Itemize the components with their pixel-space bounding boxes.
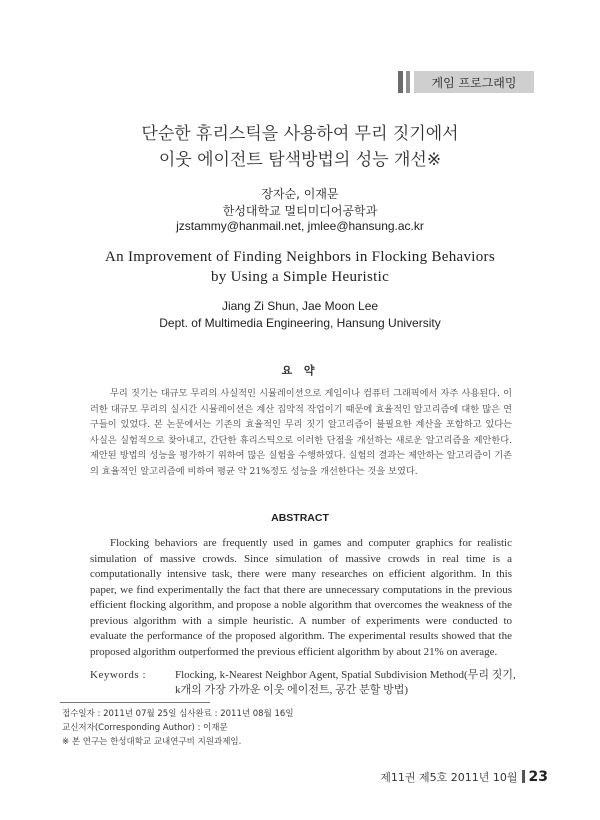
english-title-line1: An Improvement of Finding Neighbors in Flocking Behaviors [105,249,495,265]
section-tag-label: 게임 프로그래밍 [431,76,517,90]
english-authors: Jiang Zi Shun, Jae Moon Lee [221,299,379,313]
korean-title-line2: 이웃 에이전트 탐색방법의 성능 개선※ [158,150,442,170]
footnote-dates: 접수일자 : 2011년 07월 25일 심사완료 : 2011년 08월 16일 [62,709,294,719]
keywords-label: Keywords : [90,669,147,681]
korean-abstract-body: 무리 짓기는 대규모 무리의 사실적인 시뮬레이션으로 게임이나 컴퓨터 그래픽에서 자주 사용된다. 이러한 대규모 무리의 실시간 시뮬레이션은 계산 집약적 작업이기 때문에 효율적인 알고리즘에 대한 많은 연구들이 있었다. 본 논문에서는 기존의 효율적인 무리 짓기 알고리즘이 불필요한 계산을 포함하고 있다는 사실은 실험적으로 찾아내고, 간단한 휴리스틱으로 이러한 단점을 개선하는 새로운 알고리즘을 제안한다. 제안된 방법의 성능을 평가하기 위하여 많은 실험을 수행하였다. 실험의 결과는 제안하는 알고리즘이 기존의 효율적인 알고리즘에 비하여 평균 약 21%정도 성능을 개선한다는 것을 보였다. [90,388,512,477]
page-footer [380,769,548,785]
korean-title-line1: 단순한 휴리스틱을 사용하여 무리 짓기에서 [141,124,459,144]
section-tag [398,71,534,93]
keywords-line2: k개의 가장 가까운 이웃 에이전트, 공간 분할 방법) [175,684,409,696]
english-abstract-body: Flocking behaviors are frequently used in games and computer graphics for realistic simulation of massive crowds. Since simulation of massive crowds in real time is a computationally intensive task, there were many researches on efficient algorithm. In this paper, we find experimentally the fact that there are unnecessary computations in the previous efficient flocking algorithm, and propose a noble algorithm that overcomes the weakness of the previous algorithm with a simple heuristic. A number of experiments were conducted to evaluate the performance of the proposed algorithm. The experimental results showed that the proposed algorithm outperformed the previous efficient algorithm by about 21% on average. [90,537,512,658]
korean-authors: 장자순, 이재문 [261,187,339,201]
footnote-funding: ※ 본 연구는 한성대학교 교내연구비 지원과제임. [62,737,242,747]
keywords-line1: Flocking, k-Nearest Neighbor Agent, Spatial Subdivision Method(무리 짓기, [175,669,516,681]
page-number-bar [522,770,525,783]
korean-affiliation: 한성대학교 멀티미디어공학과 [222,204,378,218]
keywords-values [175,668,520,698]
english-abstract-heading: ABSTRACT [271,512,329,524]
english-affiliation: Dept. of Multimedia Engineering, Hansung University [159,316,441,330]
author-emails: jzstammy@hanmail.net, jmlee@hansung.ac.kr [176,219,424,233]
footnote-corresponding-author: 교신저자(Corresponding Author) : 이재문 [62,723,228,733]
korean-abstract-heading: 요 약 [281,364,319,377]
journal-issue: 제11권 제5호 2011년 10월 [380,771,518,784]
tag-bar-light [406,71,410,93]
footnote-rule [60,702,210,703]
tag-bar-dark [398,71,403,93]
page-number: 23 [528,769,548,785]
english-title-line2: by Using a Simple Heuristic [210,269,390,285]
